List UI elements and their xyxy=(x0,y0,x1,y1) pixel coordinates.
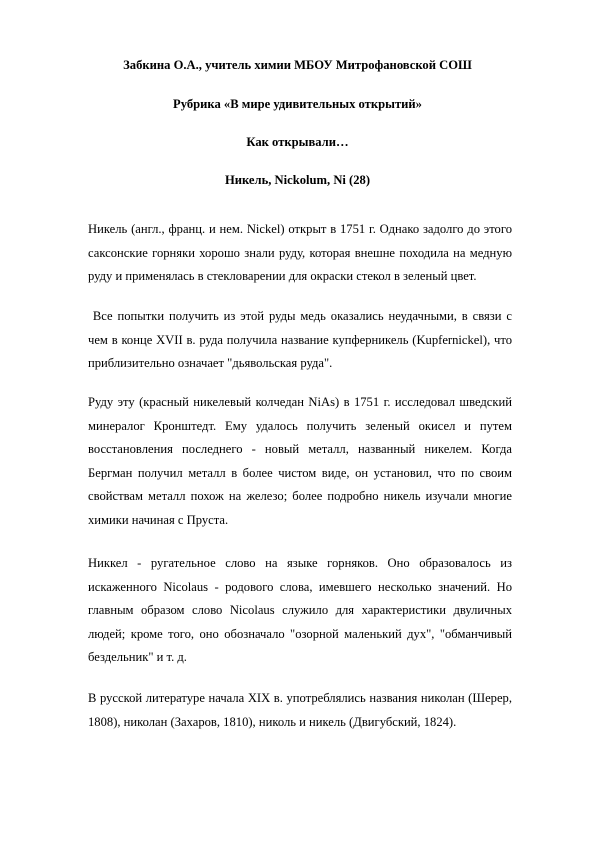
rubric-line: Рубрика «В мире удивительных открытий» xyxy=(173,97,422,111)
paragraph-line: главным образом слово Nicolaus служило для характеристики двуличных xyxy=(88,603,512,617)
paragraph-line: Все попытки получить из этой руды медь оказались неудачными, в связи с xyxy=(88,309,512,323)
paragraph-line: чем в конце XVII в. руда получила название купферникель (Kupfernickel), что xyxy=(88,332,512,347)
paragraph-line: восстановления последнего - новый металл, названный никелем. Когда xyxy=(88,442,512,456)
author-line: Забкина О.А., учитель химии МБОУ Митрофановской СОШ xyxy=(123,58,472,72)
paragraph-line: 1808), николан (Захаров, 1810), николь и никель (Двигубский, 1824). xyxy=(88,714,457,729)
paragraph-line: бездельник" и т. д. xyxy=(88,650,187,664)
paragraph-line: приблизительно означает "дьявольская руда". xyxy=(88,356,333,370)
paragraph-line: Руду эту (красный никелевый колчедан NiAs) в 1751 г. исследовал шведский xyxy=(88,395,512,409)
paragraph-russian-names xyxy=(88,687,512,734)
paragraph-discovery xyxy=(88,218,512,289)
paragraph-name-origin xyxy=(88,305,512,376)
series-line: Как открывали… xyxy=(246,135,349,149)
paragraph-line: химики начиная с Пруста. xyxy=(88,512,229,527)
paragraph-line: Никкел - ругательное слово на языке горняков. Оно образовалось из xyxy=(88,556,512,570)
paragraph-line: В русской литературе начала XIX в. употреблялись названия николан (Шерер, xyxy=(88,691,512,705)
document-title: Никель, Nickolum, Ni (28) xyxy=(224,173,371,187)
paragraph-line: саксонские горняки хорошо знали руду, которая внешне походила на медную xyxy=(88,245,512,260)
paragraph-line: Бергман получил металл в более чистом виде, он установил, что по своим xyxy=(88,465,512,480)
paragraph-line: людей; кроме того, оно обозначало "озорной маленький дух", "обманчивый xyxy=(88,626,512,641)
paragraph-line: искаженного Nicolaus - родового слова, имевшего несколько значений. Но xyxy=(88,579,512,594)
paragraph-line: свойствам металл похож на железо; более подробно никель изучали многие xyxy=(88,489,512,503)
paragraph-line: минералог Кронштедт. Ему удалось получить зеленый окисел и путем xyxy=(88,418,512,433)
paragraph-etymology xyxy=(88,552,512,670)
paragraph-research xyxy=(88,391,512,532)
paragraph-line: руду и применялась в стекловарении для окраски стекол в зеленый цвет. xyxy=(88,269,477,283)
paragraph-line: Никель (англ., франц. и нем. Nickel) открыт в 1751 г. Однако задолго до этого xyxy=(88,222,512,236)
